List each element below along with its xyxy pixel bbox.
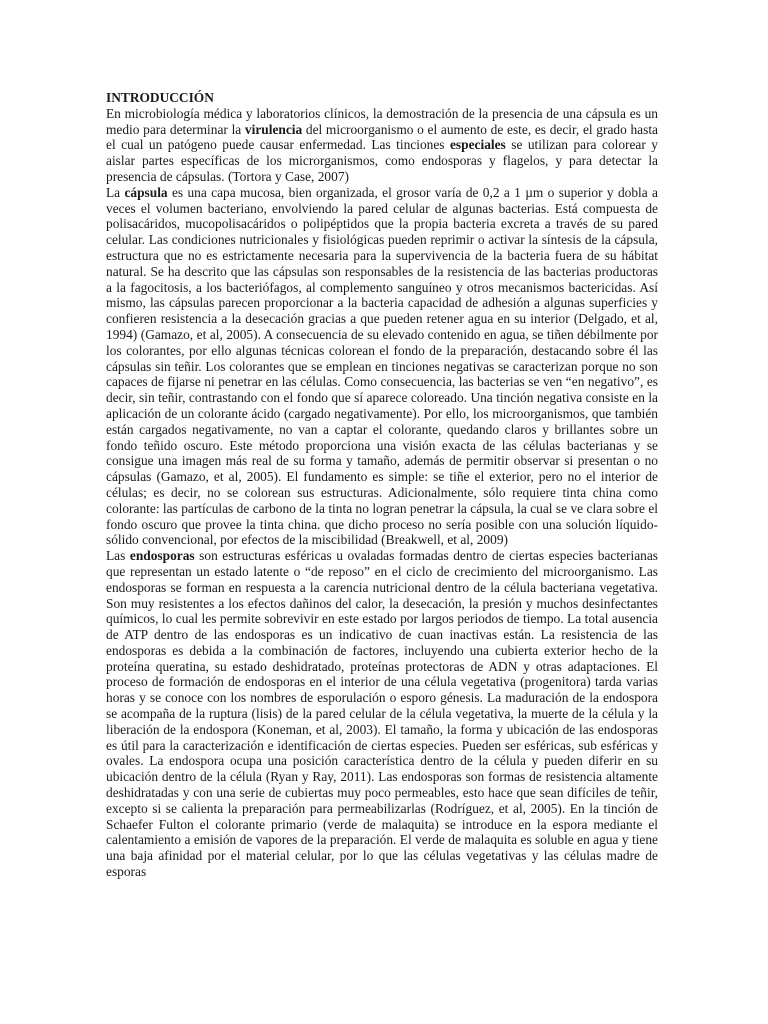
term-virulencia: virulencia bbox=[244, 121, 303, 137]
paragraph-capsula-text-c: es una capa mucosa, bien organizada, el grosor varía de 0,2 a 1 µm o superior y dobla a veces el volumen bacteriano, envolviendo la pared celular de algunas bacterias. Está compuesta de polisacáridos, mucopolisacáridos o polipéptidos que la propia bacteria excreta a través de su pared celular. Las condiciones nutricionales y fisiológicas pueden reprimir o activar la síntesis de la cápsula, estructura que no es estrictamente necesaria para la supervivencia de la bacteria fuera de su hábitat natural. Se ha descrito que las cápsulas son responsables de la resistencia de las bacterias productoras a la fagocitosis, a los bacteriófagos, al complemento sanguíneo y otros mecanismos bactericidas. Así mismo, las cápsulas parecen proporcionar a la bacteria capacidad de adhesión a algunas superficies y confieren resistencia a la desecación gracias a que pueden retener agua en su interior (Delgado, et al, 1994) (Gamazo, et al, 2005). A consecuencia de su elevado contenido en agua, se tiñen débilmente por los colorantes, por ello algunas técnicas colorean el fondo de la preparación, destacando sobre él las cápsulas sin teñir. Los colorantes que se emplean en tinciones negativas se caracterizan porque no son capaces de fijarse ni penetrar en las células. Como consecuencia, las bacterias se ven “en negativo”, es decir, sin teñir, contrastando con el fondo que sí aparece coloreado. Una tinción negativa consiste en la aplicación de un colorante ácido (cargado negativamente). Por ello, los microorganismos, que también están cargados negativamente, no van a captar el colorante, quedando claros y brillantes sobre un fondo teñido oscuro. Este método proporciona una visión exacta de las células bacterianas y se consigue una imagen más real de su forma y tamaño, además de permitir observar si presentan o no cápsulas (Gamazo, et al, 2005). El fundamento es simple: se tiñe el exterior, pero no el interior de células; es decir, no se colorean sus estructuras. Adicionalmente, sólo requiere tinta china como colorante: las partículas de carbono de la tinta no logran penetrar la cápsula, la cual se ve clara sobre el fondo oscuro que provee la tinta china. que dicho proceso no sería posible con una solución líquido-sólido convencional, por efectos de la miscibilidad (Breakwell, et al, 2009) bbox=[106, 184, 658, 548]
paragraph-capsula bbox=[106, 185, 658, 548]
paragraph-endosporas bbox=[106, 548, 658, 880]
paragraph-capsula-text-a: La bbox=[106, 184, 125, 200]
paragraph-intro-text-e: se utilizan para colorear y aislar partes específicas de los microrganismos, como endosporas y flagelos, y para detectar la presencia de cápsulas. (Tortora y Case, 2007) bbox=[106, 137, 658, 184]
term-especiales: especiales bbox=[449, 137, 506, 153]
paragraph-intro bbox=[106, 106, 658, 185]
section-heading: INTRODUCCIÓN bbox=[106, 90, 214, 105]
term-capsula: cápsula bbox=[124, 184, 168, 200]
document-page bbox=[106, 90, 658, 880]
paragraph-endosporas-text-a: Las bbox=[106, 548, 130, 564]
paragraph-intro-text-c: del microorganismo o el aumento de este, es decir, el grado hasta el cual un patógeno puede causar enfermedad. Las tinciones bbox=[106, 121, 658, 153]
paragraph-endosporas-text-c: son estructuras esféricas u ovaladas formadas dentro de ciertas especies bacterianas que representan un estado latente o “de reposo” en el ciclo de crecimiento del microorganismo. Las endosporas se forman en respuesta a la carencia nutricional dentro de la célula bacteriana vegetativa. Son muy resistentes a los efectos dañinos del calor, la desecación, la presión y muchos desinfectantes químicos, lo cual les permite sobrevivir en este estado por largos periodos de tiempo. La total ausencia de ATP dentro de las endosporas es un indicativo de cuan inactivas están. La resistencia de las endosporas es debida a la combinación de factores, incluyendo una cubierta exterior hecho de la proteína queratina, su estado deshidratado, proteínas protectoras de ADN y otras adaptaciones. El proceso de formación de endosporas en el interior de una célula vegetativa (progenitora) tarda varias horas y se conoce con los nombres de esporulación o esporo génesis. La maduración de la endospora se acompaña de la ruptura (lisis) de la pared celular de la célula vegetativa, la muerte de la célula y la liberación de la endospora (Koneman, et al, 2003). El tamaño, la forma y ubicación de las endosporas es útil para la caracterización e identificación de ciertas especies. Pueden ser esféricas, sub esféricas y ovales. La endospora ocupa una posición característica dentro de la célula y pueden diferir en su ubicación dentro de la célula (Ryan y Ray, 2011). Las endosporas son formas de resistencia altamente deshidratadas y con una serie de cubiertas muy poco permeables, esto hace que sean difíciles de teñir, excepto si se calienta la preparación para permeabilizarlas (Rodríguez, et al, 2005). En la tinción de Schaefer Fulton el colorante primario (verde de malaquita) se introduce en la espora mediante el calentamiento a emisión de vapores de la preparación. El verde de malaquita es soluble en agua y tiene una baja afinidad por el material celular, por lo que las células vegetativas y las células madre de esporas bbox=[106, 548, 658, 880]
paragraph-intro-text-a: En microbiología médica y laboratorios clínicos, la demostración de la presencia de una cápsula es un medio para determinar la bbox=[106, 105, 658, 137]
term-endosporas: endosporas bbox=[129, 548, 195, 564]
